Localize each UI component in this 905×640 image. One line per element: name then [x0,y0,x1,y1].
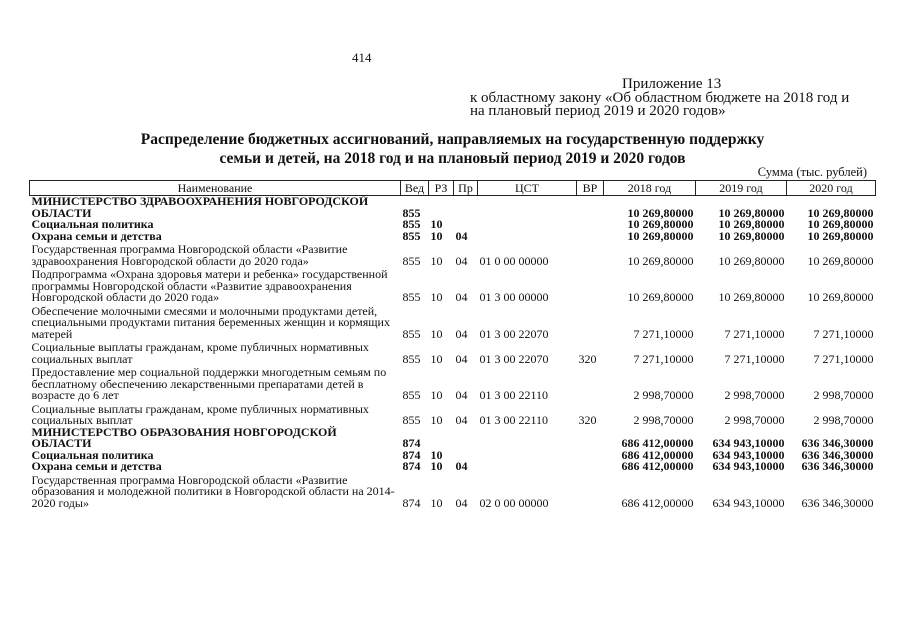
cell-pr: 04 [455,388,468,402]
header-pr: Пр [454,181,478,196]
cell-y2018: 686 412,00000 [621,447,694,462]
header-ved: Вед [401,181,429,196]
cell-cst: 01 3 00 22070 [479,351,549,366]
table-row [30,196,876,220]
appendix-law-line: к областному закону «Об областном бюджете на 2018 год и [470,89,850,106]
cell-y2018: 2 998,70000 [633,413,694,427]
cell-name: Охрана семьи и детства [31,459,162,473]
cell-y2018: 2 998,70000 [633,388,694,402]
cell-vr: 320 [578,351,597,366]
cell-y2020: 7 271,10000 [813,351,874,366]
cell-name: МИНИСТЕРСТВО ЗДРАВООХРАНЕНИЯ НОВГОРОДСКОЙ ОБЛАСТИ [31,194,369,220]
cell-ved: 874 [402,459,421,473]
cell-y2018: 686 412,00000 [621,436,694,450]
cell-vr [577,461,604,473]
cell-y2019: 10 269,80000 [718,228,785,243]
table-row [30,427,876,450]
cell-y2018: 10 269,80000 [627,290,694,304]
cell-name: Охрана семьи и детства [31,228,162,243]
cell-cst: 01 3 00 00000 [479,290,549,304]
cell-pr: 04 [455,351,468,366]
cell-y2018: 7 271,10000 [633,351,694,366]
table-row [30,473,876,510]
cell-pr: 04 [455,413,468,427]
appendix-period-line: на плановый период 2019 и 2020 годов» [470,103,726,119]
cell-cst [478,450,577,462]
table-row [30,304,876,341]
table-row [30,242,876,267]
units-label: Сумма (тыс. рублей) [757,165,867,179]
cell-y2018: 686 412,00000 [621,495,694,510]
header-2019: 2019 год [696,181,787,196]
cell-ved: 855 [402,228,421,243]
cell-rz [429,427,454,450]
cell-pr: 04 [455,459,468,473]
cell-y2020: 636 346,30000 [801,459,874,473]
cell-name: Социальная политика [31,447,154,462]
header-rz: РЗ [429,181,454,196]
cell-vr [577,231,604,243]
cell-rz: 10 [430,388,443,402]
cell-cst [478,219,577,231]
cell-y2019: 634 943,10000 [712,436,785,450]
cell-y2019: 2 998,70000 [724,388,785,402]
cell-cst [478,231,577,243]
document-title-line-1: Распределение бюджетных ассигнований, направляемых на государственную поддержку [140,131,765,148]
cell-cst [478,427,577,450]
table-row [30,340,876,365]
cell-y2018: 10 269,80000 [627,205,694,220]
cell-y2019: 7 271,10000 [724,351,785,366]
cell-ved: 855 [402,351,421,366]
cell-y2019: 10 269,80000 [718,217,785,231]
cell-pr [454,196,478,220]
cell-y2019: 634 943,10000 [712,495,785,510]
table-row [30,365,876,402]
cell-ved: 855 [402,253,421,268]
page-number: 414 [352,50,372,65]
cell-cst: 01 3 00 22110 [479,388,549,402]
cell-pr: 04 [455,326,468,341]
header-name: Наименование [30,181,401,196]
cell-y2019: 10 269,80000 [718,205,785,220]
document-title [30,130,875,168]
cell-pr: 04 [455,228,468,243]
cell-y2018: 10 269,80000 [627,253,694,268]
cell-rz: 10 [430,290,443,304]
cell-cst: 01 0 00 00000 [479,253,549,268]
cell-name: Государственная программа Новгородской области «Развитие здравоохранения Новгородской области до 2020 года» [31,242,348,268]
cell-cst: 01 3 00 22110 [479,413,549,427]
cell-y2020: 10 269,80000 [807,290,874,304]
cell-name: Социальные выплаты гражданам, кроме публичных нормативных социальных выплат [31,340,369,366]
cell-name: Подпрограмма «Охрана здоровья матери и ребенка» государственной программы Новгородской области «Развитие здравоохранения Новгородской области до 2020 года» [31,267,388,304]
cell-pr: 04 [455,495,468,510]
cell-cst: 02 0 00 00000 [479,495,549,510]
cell-name: Социальная политика [31,217,154,231]
cell-ved: 874 [402,436,421,450]
table-row [30,461,876,473]
cell-cst [478,461,577,473]
cell-rz: 10 [430,447,443,462]
cell-name: Государственная программа Новгородской области «Развитие образования и молодежной политики в Новгородской области на 2014-2020 годы» [31,472,395,510]
cell-name: Предоставление мер социальной поддержки многодетным семьям по бесплатному обеспечению лекарственными препаратами детей в возрасте до 6 лет [31,365,387,402]
cell-vr [577,304,604,341]
cell-vr [577,427,604,450]
header-vr: ВР [577,181,604,196]
cell-rz: 10 [430,413,443,427]
cell-ved: 874 [402,495,421,510]
cell-pr: 04 [455,290,468,304]
cell-y2020: 10 269,80000 [807,217,874,231]
cell-vr [577,473,604,510]
cell-y2020: 10 269,80000 [807,205,874,220]
cell-y2020: 7 271,10000 [813,326,874,341]
budget-table [29,180,876,509]
cell-y2019: 7 271,10000 [724,326,785,341]
cell-vr [577,219,604,231]
cell-y2018: 10 269,80000 [627,217,694,231]
cell-y2020: 636 346,30000 [801,436,874,450]
cell-ved: 855 [402,217,421,231]
cell-rz: 10 [430,459,443,473]
cell-rz: 10 [430,228,443,243]
cell-y2018: 10 269,80000 [627,228,694,243]
cell-cst: 01 3 00 22070 [479,326,549,341]
cell-rz: 10 [430,253,443,268]
cell-rz: 10 [430,351,443,366]
cell-y2019: 10 269,80000 [718,253,785,268]
cell-ved: 855 [402,205,421,220]
header-2018: 2018 год [604,181,696,196]
cell-ved: 855 [402,388,421,402]
cell-pr: 04 [455,253,468,268]
cell-y2020: 10 269,80000 [807,253,874,268]
table-row [30,402,876,427]
document-title-line-2: семьи и детей, на 2018 год и на плановый период 2019 и 2020 годов [219,150,686,167]
cell-rz: 10 [430,217,443,231]
cell-y2020: 10 269,80000 [807,228,874,243]
appendix-header [470,78,890,119]
cell-name: МИНИСТЕРСТВО ОБРАЗОВАНИЯ НОВГОРОДСКОЙ ОБЛАСТИ [31,424,337,450]
table-row [30,231,876,243]
cell-vr: 320 [578,413,597,427]
cell-vr [577,242,604,267]
cell-y2019: 10 269,80000 [718,290,785,304]
header-cst: ЦСТ [478,181,577,196]
appendix-title: Приложение 13 [622,76,722,92]
cell-y2018: 686 412,00000 [621,459,694,473]
cell-y2020: 2 998,70000 [813,388,874,402]
cell-y2019: 634 943,10000 [712,459,785,473]
cell-y2020: 2 998,70000 [813,413,874,427]
cell-rz: 10 [430,495,443,510]
cell-ved: 855 [402,326,421,341]
cell-y2019: 634 943,10000 [712,447,785,462]
cell-vr [577,196,604,220]
cell-y2018: 7 271,10000 [633,326,694,341]
cell-name: Социальные выплаты гражданам, кроме публичных нормативных социальных выплат [31,401,369,427]
cell-name: Обеспечение молочными смесями и молочными продуктами детей, специальными продуктами питания беременных женщин и кормящих матерей [31,303,390,341]
cell-y2019: 2 998,70000 [724,413,785,427]
cell-y2020: 636 346,30000 [801,447,874,462]
cell-pr [454,427,478,450]
cell-rz: 10 [430,326,443,341]
cell-vr [577,365,604,402]
cell-y2020: 636 346,30000 [801,495,874,510]
table-row [30,267,876,304]
cell-vr [577,267,604,304]
header-2020: 2020 год [787,181,876,196]
cell-ved: 855 [402,290,421,304]
cell-vr [577,450,604,462]
cell-ved: 855 [402,413,421,427]
cell-ved: 874 [402,447,421,462]
cell-rz [429,196,454,220]
cell-cst [478,196,577,220]
